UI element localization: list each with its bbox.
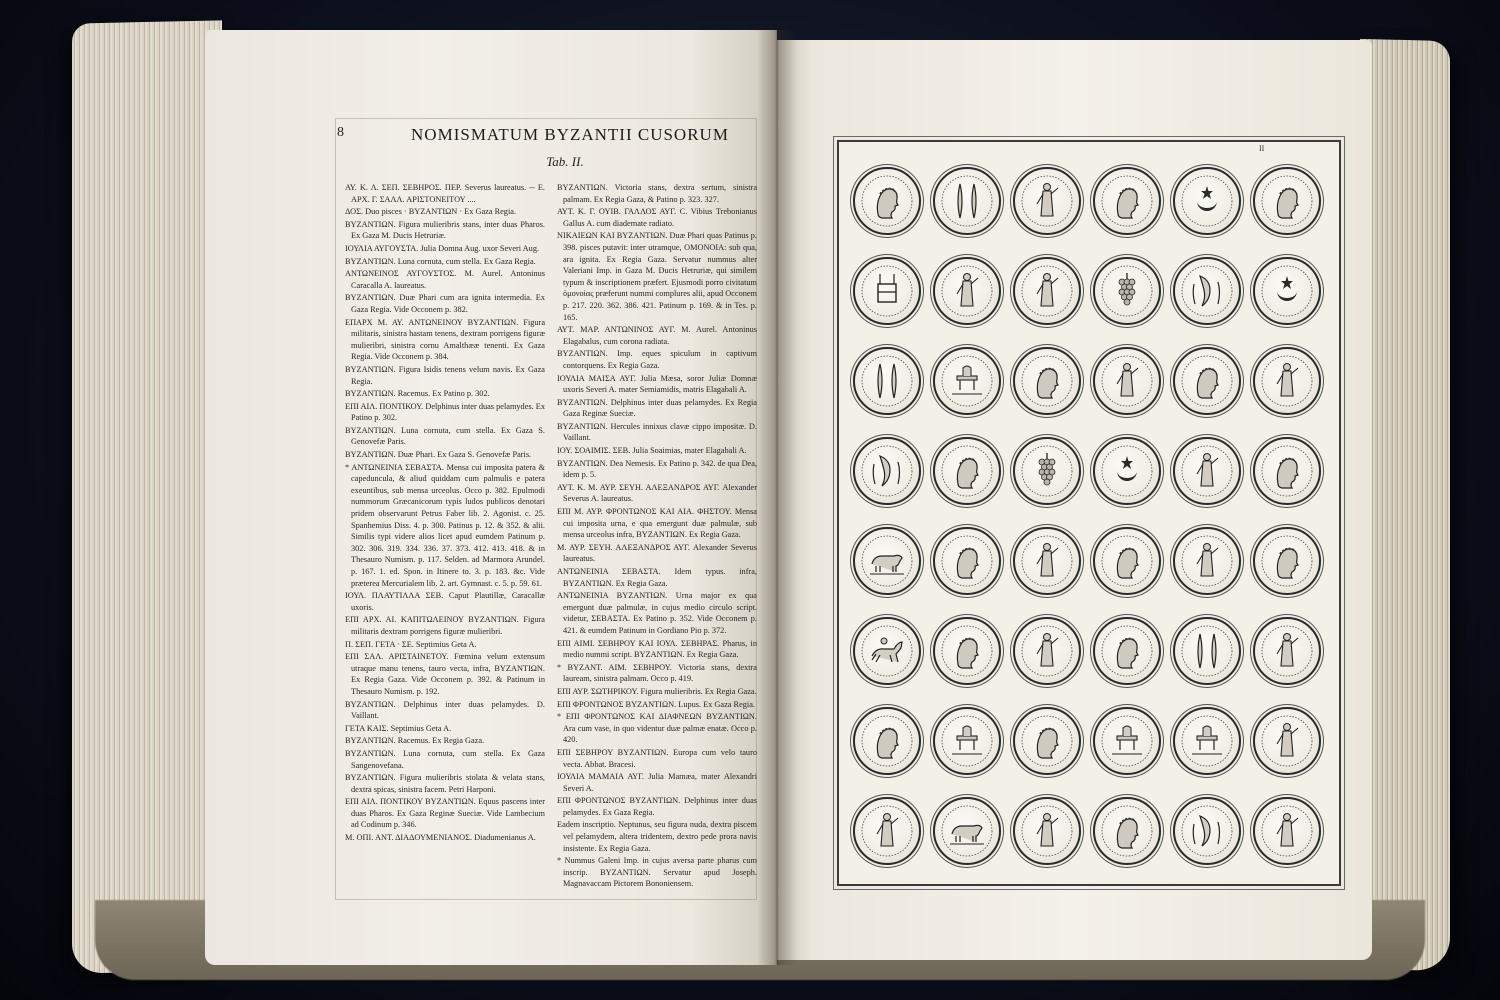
standing-motif-icon [1260,354,1314,408]
standing-motif-icon [1180,444,1234,498]
catalogue-entry: ΕΠΙ ΦΡΟΝΤΩΝΟΣ ΒΥΖΑΝΤΙΩΝ. Delphinus inter duas pelamydes. Ex Gaza Regia. [557,796,757,817]
coin-engraving-crescent [1093,437,1161,505]
coin-engraving-standing [933,257,1001,325]
catalogue-entry: ΒΥΖΑΝΤΙΩΝ. Racemus. Ex Regia Gaza. [345,736,485,746]
catalogue-entry: ΒΥΖΑΝΤΙΩΝ. Luna cornuta, cum stella. Ex Gaza Sangenovefana. [345,748,545,770]
coin-cell [1087,156,1167,246]
head-motif-icon [1100,174,1154,228]
catalogue-entry: ΕΠΙ ΑΥΡ. ΣΩΤΗΡΙΚΟΥ. Figura mulieribris. Ex Regia Gaza. [557,686,757,696]
coin-cell [927,426,1007,516]
coin-engraving-standing [1173,437,1241,505]
catalogue-entry: Π. ΣΕΠ. ΓΕΤΑ · ΣΕ. Septimius Geta A. [345,639,477,649]
standing-motif-icon [1260,714,1314,768]
page-block-edge-left [72,20,222,973]
coin-engraving-fish [933,167,1001,235]
coin-cell [847,246,927,336]
crescent-motif-icon [1100,444,1154,498]
standing-motif-icon [1100,354,1154,408]
page-number: 8 [337,125,344,140]
standing-motif-icon [1020,804,1074,858]
coin-cell [847,786,927,876]
catalogue-entry: ΒΥΖΑΝΤΙΩΝ. Figura Isidis tenens velum navis. Ex Gaza Regia. [345,364,545,386]
coin-engraving-horse [853,617,921,685]
coin-cell [1007,156,1087,246]
coin-engraving-head [1253,167,1321,235]
coin-cell [1087,426,1167,516]
head-motif-icon [1260,174,1314,228]
page-block-edge-right [1360,39,1450,971]
coin-cell [1247,696,1327,786]
coin-engraving-standing [1253,617,1321,685]
altar-motif-icon [940,714,994,768]
grapes-motif-icon [1100,264,1154,318]
coin-cell [847,426,927,516]
crescent-motif-icon [1180,174,1234,228]
catalogue-entry: ΒΥΖΑΝΤΙΩΝ. Luna cornuta, cum stella. Ex Gaza Regia. [345,256,536,266]
coin-cell [927,336,1007,426]
text-column-1 [345,182,545,892]
catalogue-entry: ΒΥΖΑΝΤΙΩΝ. Luna cornuta, cum stella. Ex Gaza S. Genovefæ Paris. [345,425,545,447]
coin-engraving-animal [933,797,1001,865]
coin-engraving-head [1173,347,1241,415]
standing-motif-icon [1260,624,1314,678]
dolphin-motif-icon [1180,804,1234,858]
coin-engraving-head [1093,797,1161,865]
catalogue-entry: ΕΠΑΡΧ Μ. ΑΥ. ΑΝΤΩΝΕΙΝΟΥ ΒΥΖΑΝΤΙΩΝ. Figura militaris, sinistra hastam tenens, dextram porrigens figuræ mulieribri, sinistra cornu Amalthææ tenenti. Ex Gaza Regia. Vide Occonem p. 384. [345,317,545,362]
table-label: Tab. II. [546,154,584,169]
coin-cell [1087,786,1167,876]
text-column-2 [557,182,757,892]
catalogue-entry: ΙΟΥΛΙΑ ΑΥΓΟΥΣΤΑ. Julia Domna Aug. uxor Severi Aug. [345,243,540,253]
head-motif-icon [940,534,994,588]
head-motif-icon [1020,714,1074,768]
running-head: NOMISMATUM BYZANTII CUSORUM [411,125,729,144]
coin-engraving-standing [1013,797,1081,865]
coin-engraving-standing [853,797,921,865]
coin-cell [1087,696,1167,786]
head-motif-icon [860,174,914,228]
head-motif-icon [1260,444,1314,498]
altar-motif-icon [1100,714,1154,768]
catalogue-entry: ΑΝΤΩΝΕΙΝΟΣ ΑΥΓΟΥΣΤΟΣ. M. Aurel. Antoninus Caracalla A. laureatus. [345,269,545,290]
coin-engraving-grapes [1013,437,1081,505]
standing-motif-icon [1260,804,1314,858]
plate-number: II [1259,144,1265,153]
head-motif-icon [860,714,914,768]
catalogue-entry: Μ. ΟΠΙ. ΑΝΤ. ΔΙΑΔΟΥΜΕΝΙΑΝΟΣ. Diadumenianus A. [345,833,536,843]
coin-cell [1247,786,1327,876]
coin-cell [1247,336,1327,426]
catalogue-entry: ΕΠΙ ΑΙΜΙ. ΣΕΒΗΡΟΥ ΚΑΙ ΙΟΥΛ. ΣΕΒΗΡΑΣ. Pharus, in medio nummi script. ΒΥΖΑΝΤΙΩΝ. Ex Regia Gaza. [557,638,757,660]
coin-cell [847,696,927,786]
catalogue-entry: ΒΥΖΑΝΤΙΩΝ. Racemus. Ex Patino p. 302. [345,389,490,399]
catalogue-entry: ΝΙΚΑΙΕΩΝ ΚΑΙ ΒΥΖΑΝΤΙΩΝ. Duæ Phari quas Patinus p. 398. pisces putavit: inter utramque, ΟΜΟΝΟΙΑ: sub qua, ara ignita. Ex Regia Gaza. Servatur nummus alter Valeriani Imp. in Gaza M. Ducis Hetruriæ, qui similem typum & inscriptionem præfert. Ejusmodi porro civitatum ὁμονοίας præferunt nummi complures alii, apud Occonem p. 217. 220. 362. 386. 421. Patinum p. 169. & in Tes. p. 165. [557,231,757,322]
catalogue-entry: ΒΥΖΑΝΤΙΩΝ. Figura mulieribris stans, inter duas Pharos. Ex Gaza M. Ducis Hetruriæ. [345,219,545,241]
coin-engraving-altar [933,707,1001,775]
coin-cell [927,786,1007,876]
coin-engraving-grapes [1093,257,1161,325]
coin-cell [1167,696,1247,786]
coin-cell [847,606,927,696]
catalogue-entry: ΒΥΖΑΝΤΙΩΝ. Victoria stans, dextra sertum, sinistra palmam. Ex Regia Gaza, & Patino p. 323. 327. [557,183,757,204]
coin-cell [1167,336,1247,426]
catalogue-entry: ΙΟΥΛΙΑ ΜΑΜΑΙΑ ΑΥΓ. Julia Mamæa, mater Alexandri Severi A. [557,772,757,793]
catalogue-entry: ΑΥΤ. Κ. Γ. ΟΥΙΒ. ΓΑΛΛΟΣ ΑΥΓ. C. Vibius Trebonianus Gallus A. cum diademate radiato. [557,207,757,228]
coin-engraving-head [933,437,1001,505]
coin-engraving-throne [853,257,921,325]
throne-motif-icon [860,264,914,318]
coin-engraving-standing [1013,167,1081,235]
coin-engraving-standing [1173,527,1241,595]
coin-engraving-standing [1253,347,1321,415]
catalogue-entry: ΒΥΖΑΝΤΙΩΝ. Duæ Phari. Ex Gaza S. Genovefæ Paris. [345,450,532,460]
coin-cell [1247,606,1327,696]
coin-engraving-dolphin [1173,797,1241,865]
animal-motif-icon [940,804,994,858]
coin-cell [1087,516,1167,606]
coin-engraving-standing [1253,707,1321,775]
dolphin-motif-icon [1180,264,1234,318]
coin-engraving-head [1013,707,1081,775]
coin-engraving-head [1253,437,1321,505]
catalogue-entry: ΙΟΥ. ΣΟΑΙΜΙΣ. ΣΕΒ. Julia Soaimias, mater Elagabali A. [557,446,747,456]
standing-motif-icon [1020,534,1074,588]
coin-grid [847,156,1327,876]
coin-engraving-fish [1173,617,1241,685]
catalogue-entry: ΒΥΖΑΝΤΙΩΝ. Figura mulieribris stolata & velata stans, dextra spicas, sinistra facem. Petri Harponi. [345,773,545,794]
catalogue-entry: ΓΕΤΑ ΚΑΙΣ. Septimius Geta A. [345,723,452,733]
catalogue-entry: * Nummus Galeni Imp. in cujus aversa parte pharus cum inscrip. ΒΥΖΑΝΤΙΩΝ. Servatur apud Joseph. Magnavaccam Pictorem Bononiensem. [557,856,757,889]
catalogue-entry: ΒΥΖΑΝΤΙΩΝ. Dea Nemesis. Ex Patino p. 342. de qua Dea, idem p. 5. [557,458,757,480]
catalogue-entry: ΙΟΥΛ. ΠΛΑΥΤΙΛΛΑ ΣΕΒ. Caput Plautillæ, Caracallæ uxoris. [345,591,545,612]
coin-engraving-head [1093,527,1161,595]
catalogue-entry: ΒΥΖΑΝΤΙΩΝ. Hercules innixus clavæ cippo impositæ. D. Vaillant. [557,421,757,443]
catalogue-entry: ΒΥΖΑΝΤΙΩΝ. Duæ Phari cum ara ignita intermedia. Ex Gaza Regia. Vide Occonem p. 382. [345,293,545,314]
coin-cell [1167,156,1247,246]
coin-cell [1167,786,1247,876]
catalogue-entry: ΕΠΙ ΦΡΟΝΤΩΝΟΣ ΒΥΖΑΝΤΙΩΝ. Lupus. Ex Gaza Regia. [557,699,755,709]
head-motif-icon [1020,354,1074,408]
fish-motif-icon [940,174,994,228]
coin-engraving-standing [1013,617,1081,685]
coin-cell [1007,516,1087,606]
head-motif-icon [1180,354,1234,408]
catalogue-entry: * ΕΠΙ ΦΡΟΝΤΩΝΟΣ ΚΑΙ ΔΙΑΦΝΕΩΝ ΒΥΖΑΝΤΙΩΝ. Ara cum vase, in quo videntur duæ palmæ enatæ. Occo p. 420. [557,712,757,745]
coin-engraving-head [933,617,1001,685]
coin-cell [847,156,927,246]
standing-motif-icon [1020,264,1074,318]
standing-motif-icon [860,804,914,858]
coin-cell [1087,606,1167,696]
catalogue-entry: ΑΥΤ. Κ. Μ. ΑΥΡ. ΣΕΥΗ. ΑΛΕΞΑΝΔΡΟΣ ΑΥΓ. Alexander Severus A. laureatus. [557,482,757,504]
dolphin-motif-icon [860,444,914,498]
coin-engraving-altar [1173,707,1241,775]
coin-cell [927,246,1007,336]
coin-engraving-head [1093,167,1161,235]
coin-cell [1007,696,1087,786]
coin-cell [1007,336,1087,426]
coin-cell [927,156,1007,246]
coin-engraving-animal [853,527,921,595]
coin-cell [847,516,927,606]
head-motif-icon [940,624,994,678]
coin-engraving-head [853,167,921,235]
catalogue-entry: ΙΟΥΛΙΑ ΜΑΙΣΑ ΑΥΓ. Julia Mæsa, soror Juliæ Domnæ uxoris Severi A. mater Semiamidis, matris Elagabali A. [557,373,757,395]
catalogue-entry: ΒΥΖΑΝΤΙΩΝ. Delphinus inter duas pelamydes. D. Vaillant. [345,699,545,721]
grapes-motif-icon [1020,444,1074,498]
coin-cell [927,606,1007,696]
coin-cell [927,696,1007,786]
altar-motif-icon [940,354,994,408]
coin-engraving-head [1013,347,1081,415]
coin-engraving-head [1093,617,1161,685]
head-motif-icon [1100,804,1154,858]
coin-cell [1247,246,1327,336]
fish-motif-icon [860,354,914,408]
coin-cell [1247,516,1327,606]
catalogue-entry: ΕΠΙ ΑΙΛ. ΠΟΝΤΙΚΟΥ. Delphinus inter duas pelamydes. Ex Patino p. 302. [345,401,545,423]
coin-engraving-standing [1093,347,1161,415]
fish-motif-icon [1180,624,1234,678]
left-page [205,30,777,965]
catalogue-entry: ΕΠΙ ΑΙΛ. ΠΟΝΤΙΚΟΥ ΒΥΖΑΝΤΙΩΝ. Equus pascens inter duas Pharos. Ex Gaza Reginæ Sueciæ. Vide Lambecium ad Codinum p. 346. [345,797,545,830]
catalogue-entry: * ΒΥΖΑΝΤ. ΑΙΜ. ΣΕΒΗΡΟΥ. Victoria stans, dextra lauream, sinistra palmam. Occo p. 419. [557,662,757,684]
catalogue-entry: ΑΥ. Κ. Λ. ΣΕΠ. ΣΕΒΗΡΟΣ. ΠΕΡ. Severus laureatus. -- Ε. ΑΡΧ. Γ. ΣΑΛΛ. ΑΡΙΣΤΟΝΕΙΤΟΥ .... [345,183,545,204]
coin-cell [1087,336,1167,426]
coin-cell [1087,246,1167,336]
catalogue-entry: ΑΝΤΩΝΕΙΝΙΑ ΣΕΒΑΣΤΑ. Idem typus. infra, ΒΥΖΑΝΤΙΩΝ. Ex Regia Gaza. [557,567,757,588]
coin-engraving-head [853,707,921,775]
catalogue-entry: ΕΠΙ ΣΑΛ. ΑΡΙΣΤΑΙΝΕΤΟΥ. Fœmina velum extensum utraque manu tenens, tauro vecta, infra, ΒΥΖΑΝΤΙΩΝ. Ex Regia Gaza. Vide Occonem p. 392. & Patinum in Thesauro Numism. p. 192. [345,652,545,696]
coin-cell [847,336,927,426]
horse-motif-icon [860,624,914,678]
catalogue-entry: Μ. ΑΥΡ. ΣΕΥΗ. ΑΛΕΞΑΝΔΡΟΣ ΑΥΓ. Alexander Severus laureatus. [557,542,757,564]
coin-engraving-head [933,527,1001,595]
catalogue-entry: ΑΥΤ. ΜΑΡ. ΑΝΤΩΝΙΝΟΣ ΑΥΓ. M. Aurel. Antoninus Elagabalus, cum corona radiata. [557,325,757,346]
head-motif-icon [1100,624,1154,678]
coin-engraving-altar [1093,707,1161,775]
catalogue-entry: ΑΝΤΩΝΕΙΝΙΑ ΒΥΖΑΝΤΙΩΝ. Urna major ex qua emergunt duæ palmulæ, in cujus medio circulo script. videtur, ΣΕΒΑΣΤΑ. Ex Patino p. 352. Vide Occonem p. 421. & eumdem Patinum in Gordiano Pio p. 372. [557,591,757,635]
coin-cell [1007,426,1087,516]
catalogue-entry: ΔΟΣ. Duo pisces · ΒΥΖΑΝΤΙΩΝ · Ex Gaza Regia. [345,207,517,217]
coin-engraving-standing [1013,257,1081,325]
coin-engraving-crescent [1253,257,1321,325]
catalogue-entry: ΕΠΙ ΣΕΒΗΡΟΥ ΒΥΖΑΝΤΙΩΝ. Europa cum velo tauro vecta. Abbat. Bracesi. [557,747,757,769]
coin-engraving-head [1253,527,1321,595]
standing-motif-icon [1020,624,1074,678]
coin-engraving-standing [1013,527,1081,595]
head-motif-icon [1260,534,1314,588]
coin-cell [1007,246,1087,336]
head-motif-icon [1100,534,1154,588]
coin-cell [1167,246,1247,336]
crescent-motif-icon [1260,264,1314,318]
head-motif-icon [940,444,994,498]
coin-cell [1167,426,1247,516]
standing-motif-icon [940,264,994,318]
coin-cell [1247,426,1327,516]
standing-motif-icon [1180,534,1234,588]
coin-engraving-crescent [1173,167,1241,235]
coin-cell [1167,516,1247,606]
catalogue-entry: ΕΠΙ Μ. ΑΥΡ. ΦΡΟΝΤΩΝΟΣ ΚΑΙ ΑΙΑ. ΦΗΣΤΟΥ. Mensa cui imposita urna, e qua emergunt duæ palmulæ, sub mensa urceolus infra, ΒΥΖΑΝΤΙΩΝ. Ex Regia Gaza. [557,507,757,540]
coin-cell [1007,786,1087,876]
altar-motif-icon [1180,714,1234,768]
catalogue-entry: ΒΥΖΑΝΤΙΩΝ. Imp. eques spiculum in captivum contorquens. Ex Regia Gaza. [557,349,757,370]
coin-engraving-dolphin [1173,257,1241,325]
coin-engraving-dolphin [853,437,921,505]
standing-motif-icon [1020,174,1074,228]
coin-cell [927,516,1007,606]
catalogue-entry: * ΑΝΤΩΝΕΙΝΙΑ ΣΕΒΑΣΤΑ. Mensa cui imposita patera & capeduncula, & aliud quiddam cum palmulis e patera exeuntibus, sub mensa urceolus. Occo p. 382. Epulmodi nummorum Græcanicorum typis ludos publicos denotari pridem observarunt Petrus Faber lib. 2. Agonist. c. 25. Spanhemius Diss. 4. p. 300. Patinus p. 12. & 352. & alii. Similis typi videre alios licet apud eumdem Patinum p. 302. 306. 319. 334. 336. 37. 373. 412. 413. 418. & in Thesauro Numism. p. 117. Selden. ad Marmora Arundel. p. 167. 1. ed. Spon. in Itinere to. 3. p. 183. &c. Vide præterea Mercurialem lib. 2. art. Gymnast. c. 5. p. 59. 61. [345,462,545,588]
catalogue-entry: Eadem inscriptio. Neptunus, seu figura nuda, dextra piscem vel pelamydem, altera tridentem, dextro pede prora navis insistente. Ex Regia Gaza. [557,820,757,853]
coin-cell [1167,606,1247,696]
right-page [777,40,1372,960]
coin-cell [1007,606,1087,696]
coin-engraving-altar [933,347,1001,415]
coin-cell [1247,156,1327,246]
coin-engraving-fish [853,347,921,415]
animal-motif-icon [860,534,914,588]
catalogue-entry: ΕΠΙ ΑΡΧ. ΑΙ. ΚΑΠΙΤΩΛΕΙΝΟΥ ΒΥΖΑΝΤΙΩΝ. Figura militaris dextram porrigens figuræ mulieribri. [345,615,545,636]
catalogue-entry: ΒΥΖΑΝΤΙΩΝ. Delphinus inter duas pelamydes. Ex Regia Gaza Reginæ Sueciæ. [557,397,757,419]
coin-engraving-standing [1253,797,1321,865]
